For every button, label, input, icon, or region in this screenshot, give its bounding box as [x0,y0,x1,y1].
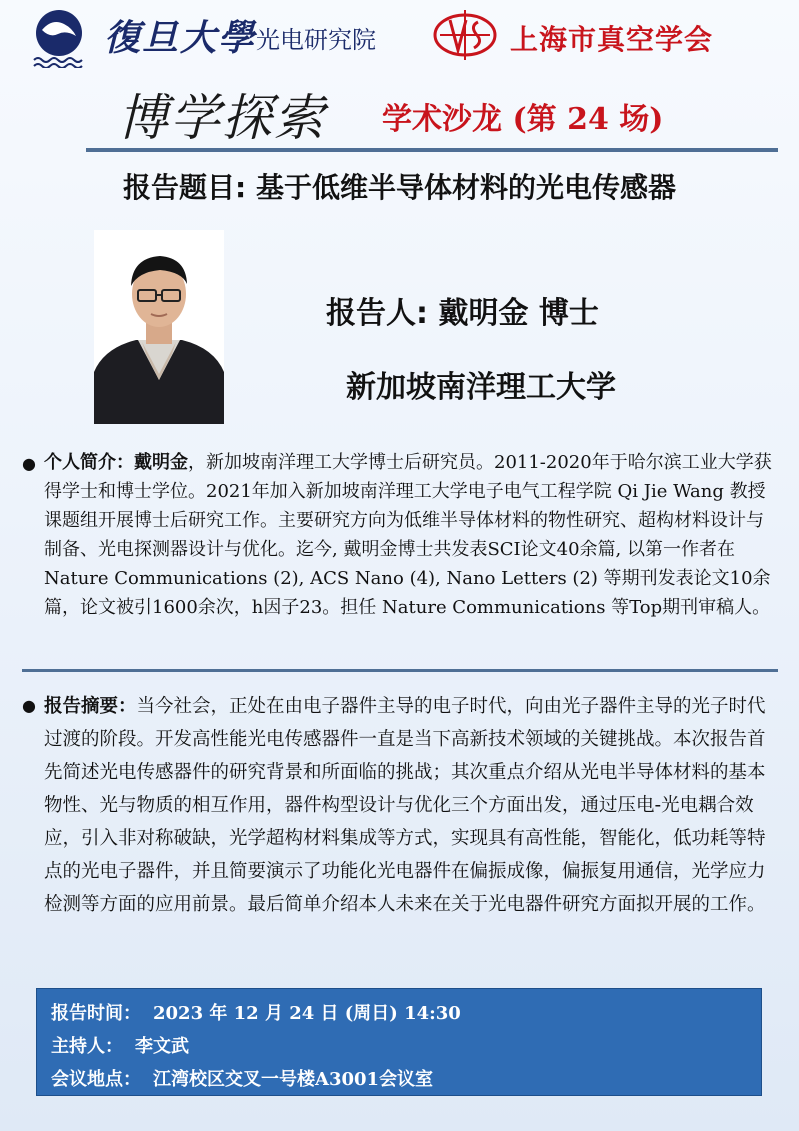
university-name: 復旦大學 [104,17,257,59]
host-row [51,1030,747,1063]
bio-paragraph [44,448,780,622]
time-row [51,997,747,1030]
speaker-affiliation: 新加坡南洋理工大学 [346,370,616,405]
abstract-section [22,690,780,921]
time-value: 2023 年 12 月 24 日 (周日) 14:30 [153,1003,461,1024]
bio-name: 戴明金 [134,452,188,473]
speaker-name: 报告人: 戴明金 博士 [326,296,599,331]
abstract-lead: 报告摘要： [44,696,137,717]
host-value: 李文武 [135,1036,189,1057]
abstract-paragraph [44,690,780,921]
bio-text: ，新加坡南洋理工大学博士后研究员。2011-2020年于哈尔滨工业大学获得学士和博士学位。2021年加入新加坡南洋理工大学电子电气工程学院 Qi Jie Wang 教授课题组开展博士后研究工作。主要研究方向为低维半导体材料的物性研究、超构材料设计与制备、光电探测器设计与优化。迄今, 戴明金博士共发表SCI论文40余篇, 以第一作者在 Nature Communications (2), ACS Nano (4), Nano Letters (2) 等期刊发表论文10余篇，论文被引1600余次，h因子23。担任 Nature Communications 等Top期刊审稿人。 [44,452,772,618]
society-name: 上海市真空学会 [510,23,714,56]
divider-middle [22,669,778,672]
bullet-icon: ● [22,696,36,715]
report-topic: 报告题目: 基于低维半导体材料的光电传感器 [123,171,676,204]
institute-name: 光电研究院 [256,26,376,54]
cvs-logo [432,8,498,62]
event-info-box [36,988,762,1096]
abstract-text: 当今社会，正处在由电子器件主导的电子时代，向由光子器件主导的光子时代过渡的阶段。开发高性能光电传感器件一直是当下高新技术领域的关键挑战。本次报告首先简述光电传感器件的研究背景和所面临的挑战；其次重点介绍从光电半导体材料的基本物性、光与物质的相互作用，器件构型设计与优化三个方面出发，通过压电-光电耦合效应，引入非对称破缺，光学超构材料集成等方式，实现具有高性能，智能化，低功耗等特点的光电子器件，并且简要演示了功能化光电器件在偏振成像，偏振复用通信，光学应力检测等方面的应用前景。最后简单介绍本人未来在关于光电器件研究方面拟开展的工作。 [44,696,766,915]
venue-row [51,1063,747,1096]
series-title: 博学探索 [118,89,326,147]
venue-label: 会议地点： [51,1069,141,1090]
fudan-logo [28,6,90,68]
bullet-icon: ● [22,454,36,473]
bio-section [22,448,780,622]
host-label: 主持人： [51,1036,123,1057]
venue-value: 江湾校区交叉一号楼A3001会议室 [153,1069,434,1090]
divider-top [86,148,778,152]
speaker-photo [94,230,224,424]
salon-title: 学术沙龙 (第 24 场) [382,102,664,137]
bio-lead: 个人简介： [44,452,134,473]
time-label: 报告时间： [51,1003,141,1024]
